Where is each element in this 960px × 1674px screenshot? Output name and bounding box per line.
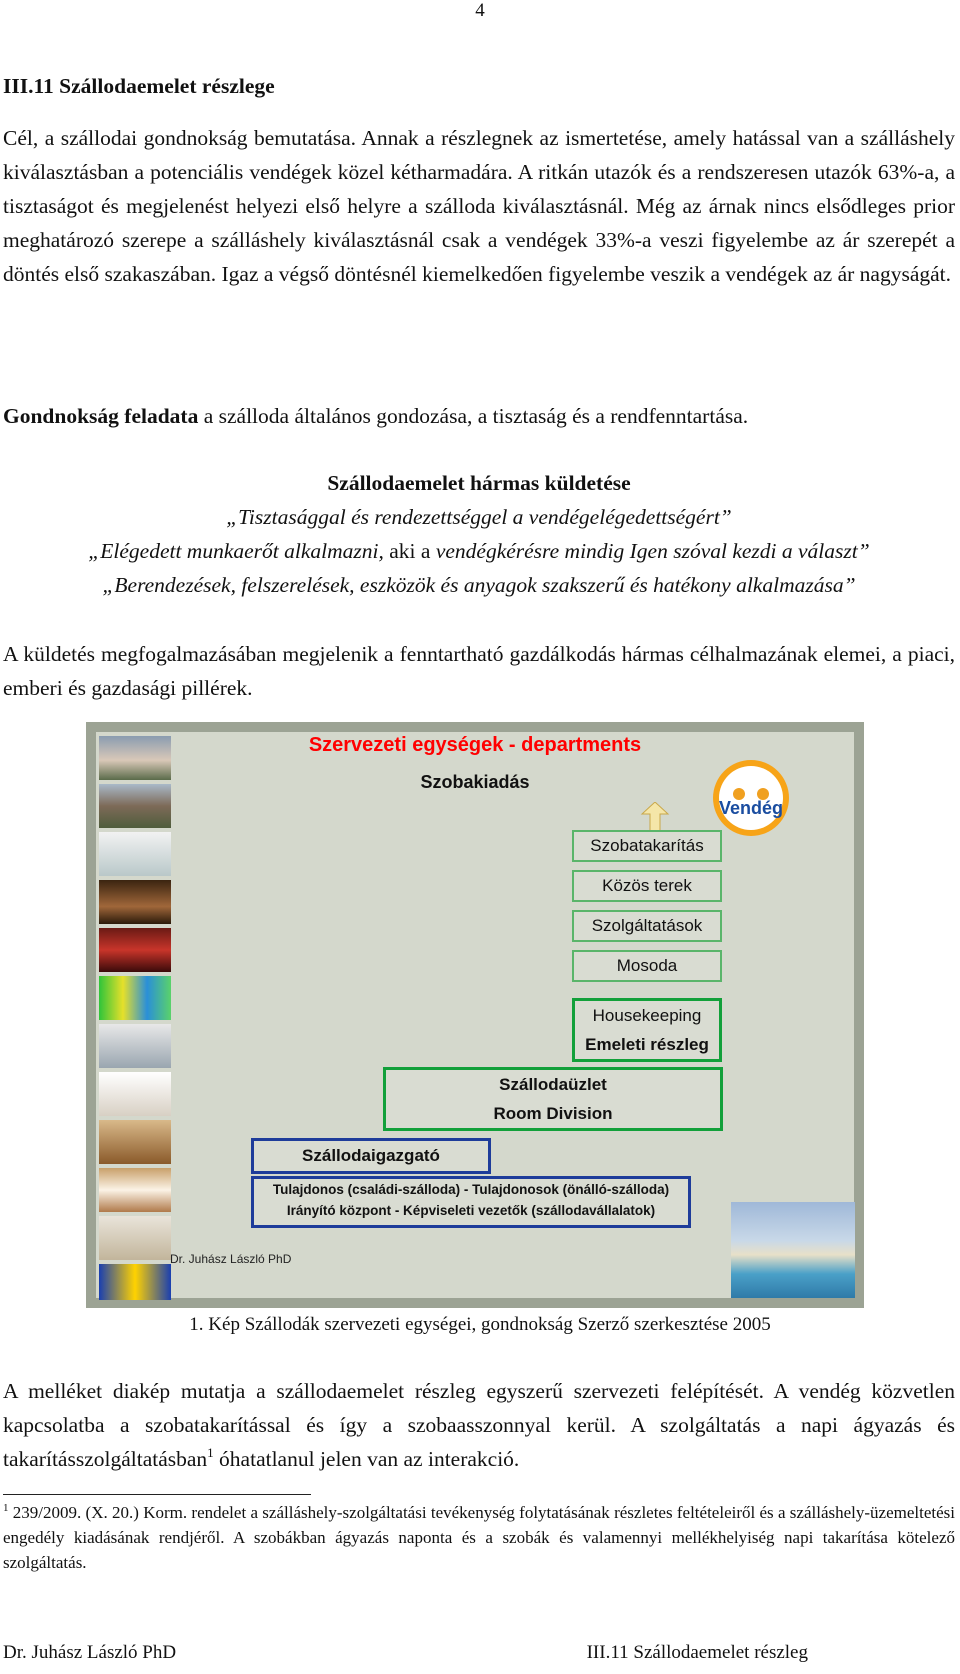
lobby-photo [99, 832, 171, 876]
intro-paragraph: Cél, a szállodai gondnokság bemutatása. Annak a részlegnek az ismertetése, amely hatással van a szálláshely kiválasztásban a potenciális vendégek közel kétharmadára. A ritkán utazók és a rendszeresen utazók 63%-a, a tisztaságot és megjelenést helyezi első helyre a szálloda kiválasztásnál. Még az árnak nincs elsődleges prior meghatározó szerepe a szálláshely kiválasztásnál csak a vendégek 33%-a veszi figyelembe az ár szerepét a döntés első szakaszában. Igaz a végső döntésnél kiemelkedően figyelembe veszik a vendégek az ár nagyságát. [3, 126, 955, 286]
mission-line-2-italic-b: vendégkérésre mindig Igen szóval kezdi a választ” [435, 539, 870, 563]
general-manager-box: Szállodaigazgató [251, 1138, 491, 1174]
staff-photo [99, 1072, 171, 1116]
structure-paragraph-text: A melléket diakép mutatja a szállodaemelet részleg egyszerű szervezeti felépítését. A vendég közvetlen kapcsolatba a szobatakarítással és így a szobaasszonnyal kerül. A szolgáltatás a napi ágyazás és takarításszolgáltatásban [3, 1379, 955, 1471]
housekeeping-task-text: a szálloda általános gondozása, a tisztaság és a rendfenntartása. [198, 404, 749, 428]
bar-photo [99, 928, 171, 972]
org-chart-figure [86, 722, 864, 1308]
maid-photo [99, 1216, 171, 1260]
guest-label: Vendég [718, 798, 784, 818]
dept-box-laundry: Mosoda [572, 950, 722, 982]
room-photo [99, 1120, 171, 1164]
dept-box-public-areas: Közös terek [572, 870, 722, 902]
dept-box-services: Szolgáltatások [572, 910, 722, 942]
housekeeping-box [572, 998, 722, 1062]
owners-line-1: Tulajdonos (családi-szálloda) - Tulajdonosok (önálló-szálloda) [272, 1182, 670, 1197]
housekeeping-label: Housekeeping [592, 1006, 702, 1025]
lighting-photo [99, 976, 171, 1020]
mission-line-3: „Berendezések, felszerelések, eszközök és anyagok szakszerű és hatékony alkalmazása” [102, 573, 856, 597]
photo-strip [99, 736, 171, 1300]
mission-line-1: „Tisztasággal és rendezettséggel a vendégelégedettségért” [226, 505, 732, 529]
rooms-division-box [383, 1067, 723, 1131]
section-heading: III.11 Szállodaemelet részlege [3, 74, 275, 98]
footnote-text: 239/2009. (X. 20.) Korm. rendelet a szálláshely-szolgáltatási tevékenység folytatásának részletes feltételeiről és a szálláshely-üzemeltetési engedély kiadásának rendjéről. A szobákban ágyazás naponta és a szobák és valamennyi mellékhelyiség napi takarítása kötelező szolgáltatás. [3, 1503, 955, 1572]
hotel-business-label: Szállodaüzlet [499, 1075, 607, 1094]
resort-pool-photo [731, 1202, 855, 1298]
figure-subtitle: Szobakiadás [420, 772, 530, 792]
mission-line-2-italic-a: „Elégedett munkaerőt alkalmazni, [88, 539, 384, 563]
figure-caption: 1. Kép Szállodák szervezeti egységei, gondnokság Szerző szerkesztése 2005 [189, 1314, 771, 1335]
footnote-reference[interactable]: 1 [207, 1445, 214, 1460]
corridor-photo [99, 1024, 171, 1068]
floor-department-label: Emeleti részleg [585, 1035, 709, 1054]
owners-line-2: Irányító központ - Képviseleti vezetők (szállodavállalatok) [286, 1203, 656, 1218]
guest-smiley-icon [713, 760, 789, 836]
footnote-marker: 1 [3, 1502, 9, 1514]
reception-photo [99, 880, 171, 924]
room-division-label: Room Division [493, 1104, 613, 1123]
footnote-divider [3, 1494, 311, 1495]
structure-paragraph [3, 1374, 955, 1476]
sustainability-paragraph: A küldetés megfogalmazásában megjelenik a fenntartható gazdálkodás hármas célhalmazának elemei, a piaci, emberi és gazdasági pillérek. [3, 642, 955, 700]
footnote [3, 1500, 955, 1575]
footer-author: Dr. Juhász László PhD [3, 1642, 177, 1663]
housekeeping-task-bold: Gondnokság feladata [3, 404, 199, 428]
bedroom-photo [99, 1168, 171, 1212]
footer-section: III.11 Szállodaemelet részleg [586, 1642, 808, 1663]
mission-line-2 [3, 534, 955, 568]
cleaning-cart-photo [99, 1264, 171, 1300]
mission-title: Szállodaemelet hármas küldetése [327, 471, 631, 495]
housekeeping-task-paragraph [3, 399, 955, 433]
mission-line-2-plain: aki a [383, 539, 436, 563]
owners-box [251, 1176, 691, 1228]
page-number: 4 [475, 0, 485, 21]
figure-author: Dr. Juhász László PhD [170, 1252, 292, 1266]
dept-box-room-cleaning: Szobatakarítás [572, 830, 722, 862]
figure-title: Szervezeti egységek - departments [308, 734, 642, 756]
structure-paragraph-end: óhatatlanul jelen van az interakció. [213, 1447, 520, 1471]
